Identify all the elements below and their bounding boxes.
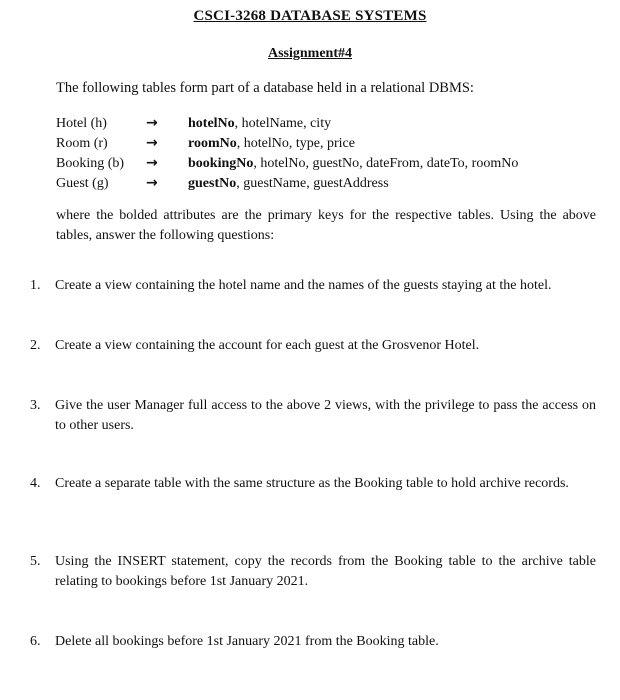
other-attributes: , hotelName, city (234, 116, 332, 131)
question-text: Create a separate table with the same structure as the Booking table to hold archive records. (55, 476, 569, 491)
relation-name: Room (r) (56, 136, 108, 151)
schema-note: where the bolded attributes are the primary keys for the respective tables. Using the above tables, answer the following questions: (56, 208, 596, 243)
question-text: Give the user Manager full access to the above 2 views, with the privilege to pass the access on to other users. (55, 398, 596, 433)
question-text: Using the INSERT statement, copy the records from the Booking table to the archive table relating to bookings before 1st January 2021. (55, 554, 596, 589)
right-arrow-icon: → (146, 175, 158, 191)
attribute-list (188, 116, 331, 132)
document-title: CSCI-3268 DATABASE SYSTEMS (193, 8, 427, 24)
attribute-list (188, 156, 518, 172)
question-number: 4. (30, 476, 41, 491)
relation-name: Guest (g) (56, 176, 109, 191)
question-number: 5. (30, 554, 41, 569)
right-arrow-icon: → (146, 135, 158, 151)
intro-text: The following tables form part of a database held in a relational DBMS: (56, 80, 474, 96)
attribute-list (188, 176, 389, 192)
question-text: Create a view containing the account for each guest at the Grosvenor Hotel. (55, 338, 480, 353)
other-attributes: , hotelNo, guestNo, dateFrom, dateTo, roomNo (253, 156, 519, 171)
question-number: 1. (30, 278, 41, 293)
other-attributes: , hotelNo, type, price (236, 136, 355, 151)
right-arrow-icon: → (146, 115, 158, 131)
attribute-list (188, 136, 355, 152)
right-arrow-icon: → (146, 155, 158, 171)
question-text: Delete all bookings before 1st January 2021 from the Booking table. (55, 634, 439, 649)
question-number: 3. (30, 398, 41, 413)
relation-name: Hotel (h) (56, 116, 107, 131)
assignment-heading: Assignment#4 (267, 46, 352, 61)
question-text: Create a view containing the hotel name and the names of the guests staying at the hotel. (55, 278, 552, 293)
primary-key: hotelNo (188, 116, 235, 131)
question-number: 2. (30, 338, 41, 353)
primary-key: guestNo (188, 176, 237, 191)
other-attributes: , guestName, guestAddress (236, 176, 389, 191)
primary-key: bookingNo (188, 156, 254, 171)
question-number: 6. (30, 634, 41, 649)
primary-key: roomNo (188, 136, 237, 151)
relation-name: Booking (b) (56, 156, 125, 171)
